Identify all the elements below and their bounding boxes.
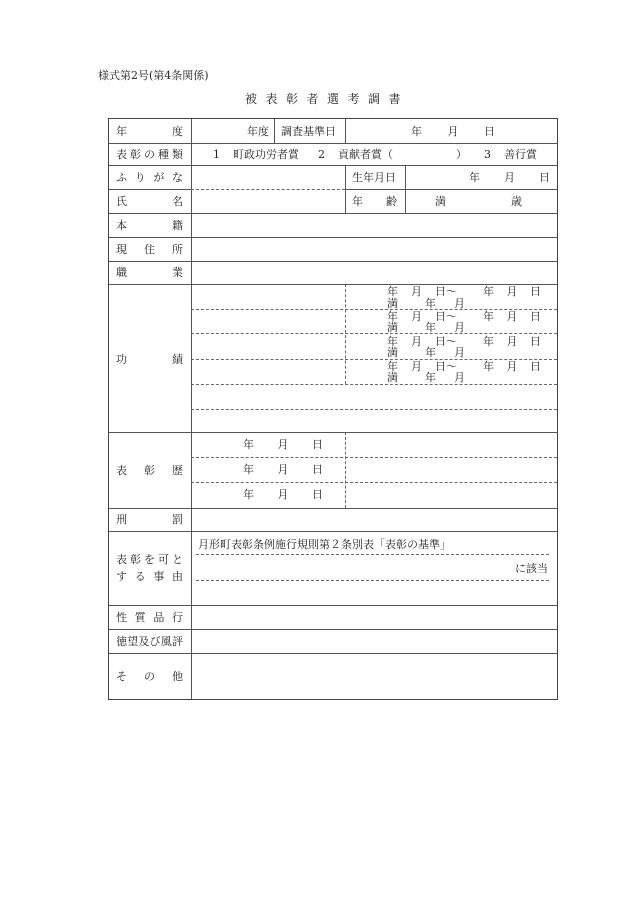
row-divider (109, 531, 557, 532)
row-divider (109, 653, 557, 654)
label-character: 性 質 品 行 (116, 611, 183, 624)
merit-divider (191, 333, 557, 334)
history-divider (191, 457, 557, 458)
row-divider (109, 143, 557, 144)
label-reason-line2: す る 事 由 (116, 570, 183, 583)
row-divider (345, 189, 557, 190)
award-type-1-number: 1 (213, 148, 220, 161)
label-name: 氏 名 (116, 195, 183, 208)
column-divider (274, 119, 275, 143)
column-divider (345, 119, 346, 143)
reason-line (196, 554, 549, 555)
award-history-date-2: 年 月 日 (243, 463, 323, 476)
form-number: 様式第2号(第4条関係) (98, 69, 209, 82)
merit-divider (191, 384, 557, 385)
label-nendo: 年 度 (116, 125, 183, 138)
label-merits: 功 績 (116, 353, 183, 366)
label-occupation: 職 業 (116, 266, 183, 279)
award-history-date-3: 年 月 日 (243, 488, 323, 501)
birth-date-label: 生年月日 (352, 171, 396, 184)
label-reputation: 徳 望 及 び 風 評 (116, 635, 183, 648)
row-divider (109, 189, 191, 190)
survey-base-date: 年 月 日 (411, 125, 495, 138)
birth-date: 年 月 日 (469, 171, 550, 184)
award-type-2-number: 2 (318, 148, 325, 161)
row-divider (109, 237, 557, 238)
row-divider (109, 213, 557, 214)
label-address: 現 住 所 (116, 243, 183, 256)
history-divider (191, 482, 557, 483)
row-divider (109, 508, 557, 509)
column-divider (405, 165, 406, 213)
label-reason-line1: 表 彰 を 可 と (116, 553, 183, 566)
award-type-1: 町政功労者賞 (233, 148, 299, 161)
history-date-divider (345, 432, 346, 508)
award-type-3-number: 3 (484, 148, 491, 161)
merit-period-divider (345, 284, 346, 384)
row-divider (109, 261, 557, 262)
survey-base-date-label: 調査基準日 (281, 125, 336, 138)
column-divider (345, 165, 346, 213)
award-type-2: 貢献者賞（ (338, 148, 393, 161)
row-divider (109, 605, 557, 606)
row-divider (109, 432, 557, 433)
award-type-2-close: ） (456, 148, 467, 161)
label-other: そ の 他 (116, 670, 183, 683)
award-history-date-1: 年 月 日 (243, 438, 323, 451)
furigana-divider (191, 189, 345, 190)
merit-divider (191, 409, 557, 410)
page-title: 被表彰者選考調書 (245, 92, 410, 106)
age-man: 満 (435, 195, 446, 208)
label-award-type: 表 彰 の 種 類 (116, 148, 183, 161)
merit-divider (191, 359, 557, 360)
label-furigana: ふ り が な (116, 171, 183, 184)
reason-line (196, 580, 549, 581)
survey-form-table: 年 度 表 彰 の 種 類 ふ り が な 氏 名 本 籍 現 住 所 職 業 功 績 表 彰 歴 刑 罰 表 彰 を 可 と す る 事 由 性 質 品 行 徳 望 及 び 風 評 そ の 他 年度 調査基準日 年 月 日 1 町政功労者賞 2 貢献者賞（ ） 3 善行賞 生年月日 年 月 日 年 齢 満 歳 年 月 日〜 年 月 日 満 年 月 年 月 日〜 年 月 日 満 年 月 年 月 日〜 年 月 日 満 年 月 年 月 日〜 年 月 日 満 年 月 年 月 日 年 月 日 年 月 日 月形町表彰条例施行規則第２条別表「表彰の基準」 に該当 (108, 118, 558, 700)
age-label: 年 齢 (352, 195, 397, 208)
reason-text: 月形町表彰条例施行規則第２条別表「表彰の基準」 (198, 538, 451, 551)
reason-suffix: に該当 (515, 562, 548, 575)
merit-divider (191, 309, 557, 310)
label-award-history: 表 彰 歴 (116, 464, 183, 477)
nendo-suffix: 年度 (247, 125, 269, 138)
label-penalty: 刑 罰 (116, 513, 183, 526)
label-honseki: 本 籍 (116, 219, 183, 232)
row-divider (109, 165, 557, 166)
award-type-3: 善行賞 (504, 148, 537, 161)
row-divider (109, 629, 557, 630)
age-unit: 歳 (511, 195, 522, 208)
